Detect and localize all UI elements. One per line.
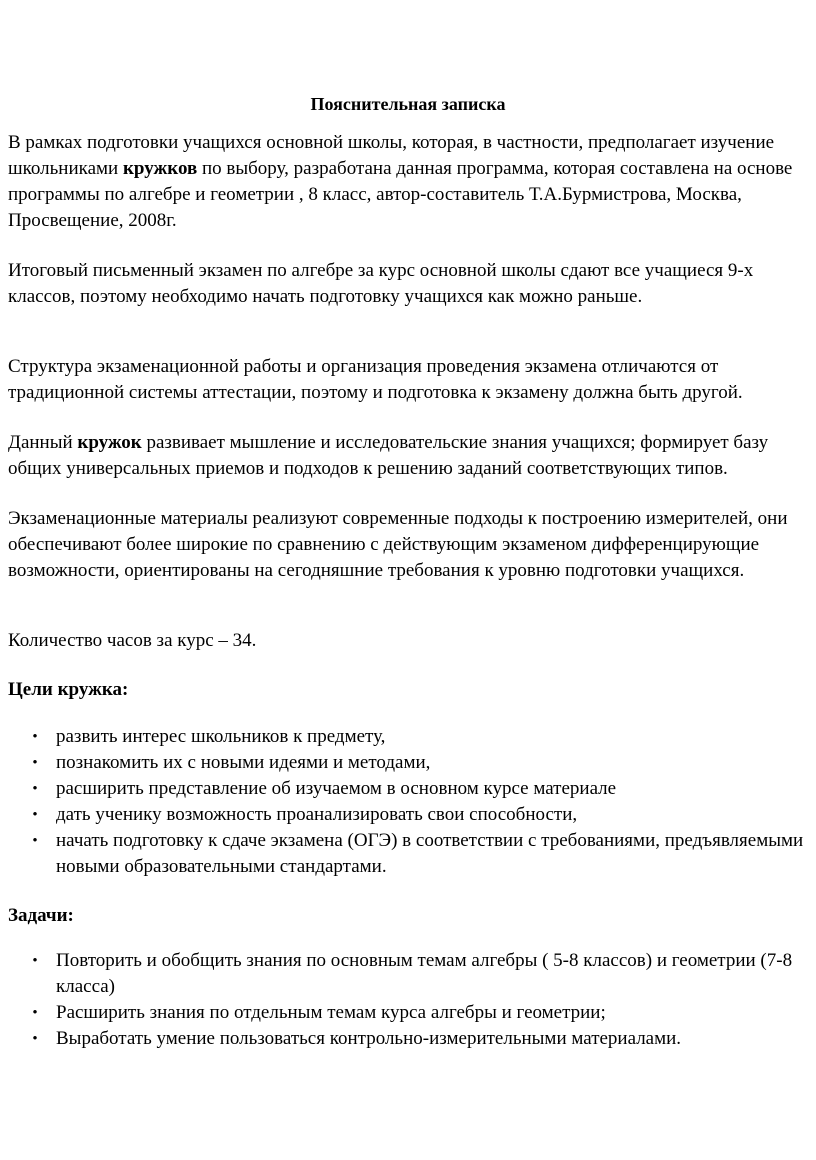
list-item bbox=[0, 1000, 808, 1026]
list-item bbox=[0, 828, 808, 880]
intro-text-end: по выбору, разработана данная программа, которая составлена на основе программы по алгебре и геометрии , 8 класс, автор-составитель Т.А.Бурмистрова, Москва, Просвещение, 2008г. bbox=[8, 158, 793, 231]
list-item bbox=[0, 948, 808, 1000]
list-item-text: Повторить и обобщить знания по основным темам алгебры ( 5-8 классов) и геометрии (7-8 класса) bbox=[56, 950, 793, 997]
list-item-text: дать ученику возможность проанализировать свои способности, bbox=[56, 804, 578, 825]
materials-paragraph: Экзаменационные материалы реализуют современные подходы к построению измерителей, они обеспечивают более широкие по сравнению с действующим экзаменом дифференцирующие возможности, ориентированы на сегодняшние требования к уровню подготовки учащихся. bbox=[8, 508, 788, 581]
bullet-icon: • bbox=[32, 833, 38, 849]
club-paragraph bbox=[8, 430, 808, 482]
list-item-text: развить интерес школьников к предмету, bbox=[56, 726, 386, 747]
bullet-icon: • bbox=[32, 781, 38, 797]
club-text-end: развивает мышление и исследовательские знания учащихся; формирует базу общих универсальных приемов и подходов к решению заданий соответствующих типов. bbox=[8, 432, 769, 479]
list-item-text: познакомить их с новыми идеями и методами, bbox=[56, 752, 431, 773]
list-item bbox=[0, 1026, 808, 1052]
bullet-icon: • bbox=[32, 1031, 38, 1047]
tasks-list bbox=[0, 948, 808, 1052]
list-item bbox=[0, 750, 808, 776]
bullet-icon: • bbox=[32, 729, 38, 745]
club-text-start: Данный bbox=[8, 432, 78, 453]
intro-paragraph bbox=[8, 130, 808, 234]
list-item-text: расширить представление об изучаемом в основном курсе материале bbox=[56, 778, 617, 799]
exam-paragraph: Итоговый письменный экзамен по алгебре за курс основной школы сдают все учащиеся 9-х классов, поэтому необходимо начать подготовку учащихся как можно раньше. bbox=[8, 260, 754, 307]
intro-text-start: В рамках подготовки учащихся основной школы, которая, в частности, предполагает изучение школьниками bbox=[8, 132, 775, 179]
tasks-heading: Задачи: bbox=[8, 905, 74, 926]
list-item-text: Расширить знания по отдельным темам курса алгебры и геометрии; bbox=[56, 1002, 606, 1023]
list-item bbox=[0, 724, 808, 750]
bullet-icon: • bbox=[32, 953, 38, 969]
bullet-icon: • bbox=[32, 1005, 38, 1021]
goals-list bbox=[0, 724, 808, 880]
goals-heading: Цели кружка: bbox=[8, 679, 129, 700]
intro-bold-word: кружков bbox=[122, 158, 198, 179]
bullet-icon: • bbox=[32, 755, 38, 771]
list-item-text: Выработать умение пользоваться контрольно-измерительными материалами. bbox=[56, 1028, 682, 1049]
list-item bbox=[0, 776, 808, 802]
list-item bbox=[0, 802, 808, 828]
list-item-text: начать подготовку к сдаче экзамена (ОГЭ) в соответствии с требованиями, предъявляемыми новыми образовательными стандартами. bbox=[56, 830, 804, 877]
club-bold-word: кружок bbox=[77, 432, 142, 453]
structure-paragraph: Структура экзаменационной работы и организация проведения экзамена отличаются от традиционной системы аттестации, поэтому и подготовка к экзамену должна быть другой. bbox=[8, 356, 743, 403]
hours-paragraph: Количество часов за курс – 34. bbox=[8, 630, 257, 651]
bullet-icon: • bbox=[32, 807, 38, 823]
document-title: Пояснительная записка bbox=[310, 94, 506, 114]
